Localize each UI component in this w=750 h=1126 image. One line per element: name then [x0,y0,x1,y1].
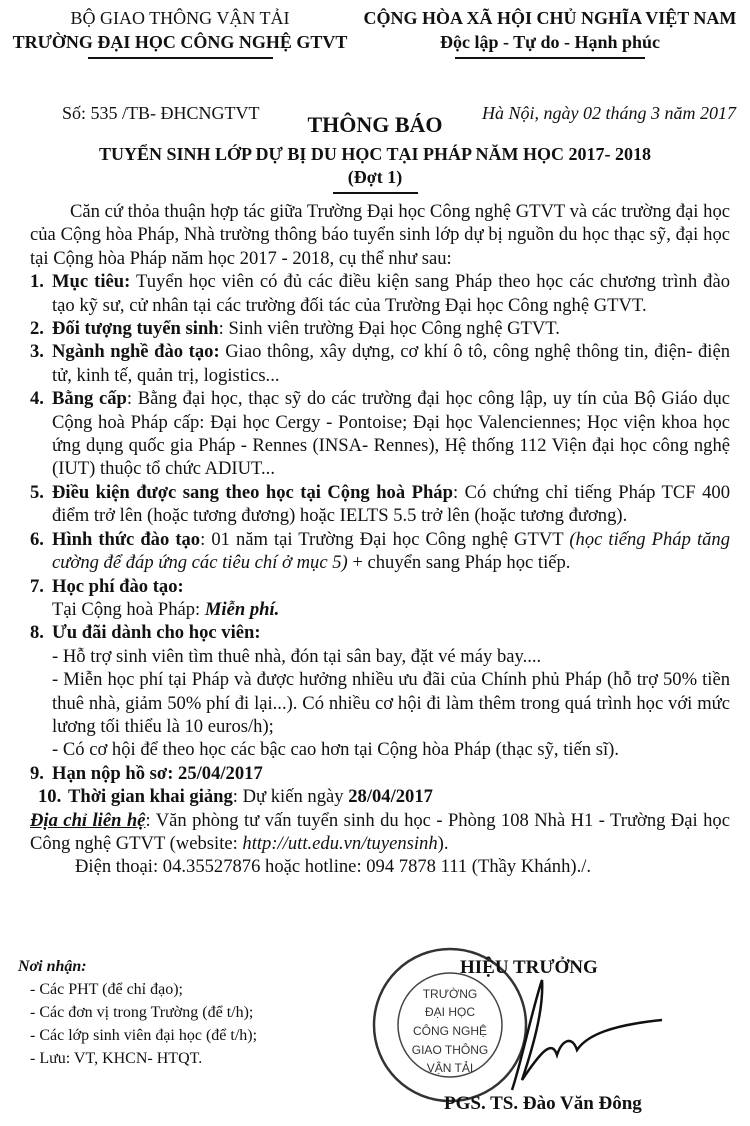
item-number: 8. [30,622,44,644]
list-item [30,387,730,481]
svg-text:TRƯỜNG: TRƯỜNG [422,987,478,1001]
ministry-name: BỘ GIAO THÔNG VẬN TẢI [70,8,290,28]
document-body [30,200,730,879]
opening-date: 28/04/2017 [348,786,433,808]
item-number: 4. [30,388,44,410]
recipient-item: - Các PHT (để chỉ đạo); [30,981,183,998]
item-label: Ngành nghề đào tạo: [52,341,220,363]
item-text: Giao thông, xây dựng, cơ khí ô tô, công nghệ thông tin, điện- điện tử, kinh tế, quản trị, logistics... [52,341,730,386]
svg-text:GIAO THÔNG: GIAO THÔNG [411,1043,489,1057]
benefit-bullet: - Miễn học phí tại Pháp và được hưởng nhiều ưu đãi của Chính phủ Pháp (hỗ trợ 50% tiền thuê nhà, giảm 50% phí đi lại...). Có nhiều cơ hội đi làm thêm trong quá trình học với mức lương tối thiểu là 10 euros/h); [52,669,730,737]
item-text: : Bằng đại học, thạc sỹ do các trường đại học công lập, uy tín của Bộ Giáo dục Cộng hoà Pháp cấp: Đại học Cergy - Pontoise; Đại học Valenciennes; Học viện khoa học ứng dụng quốc gia Pháp - Rennes (INSA- Rennes), Hệ thống 112 Viện đại học công nghệ (IUT) thuộc tổ chức ADIUT... [52,388,730,480]
divider [88,57,273,59]
contact-label: Địa chỉ liên hệ [30,809,146,831]
item-label: Điều kiện được sang theo học tại Cộng hoà Pháp [52,481,453,503]
item-text: : 01 năm tại Trường Đại học Công nghệ GTVT [200,528,570,550]
benefit-bullet: - Có cơ hội để theo học các bậc cao hơn tại Cộng hòa Pháp (thạc sỹ, tiến sĩ). [52,739,619,761]
item-label: Học phí đào tạo: [52,575,184,597]
contact-text-end: ). [437,832,449,854]
item-number: 6. [30,528,44,550]
title-batch: (Đợt 1) [347,167,403,187]
document-title [0,110,750,194]
university-name: TRƯỜNG ĐẠI HỌC CÔNG NGHỆ GTVT [12,32,348,52]
contact-text: : Văn phòng tư vấn tuyển sinh du học - Phòng 108 Nhà H1 - Trường Đại học Công nghệ GTVT (website: [30,809,730,854]
list-item [30,762,730,785]
motto: Độc lập - Tự do - Hạnh phúc [439,32,661,52]
benefit-bullet: - Hỗ trợ sinh viên tìm thuê nhà, đón tại sân bay, đặt vé máy bay.... [52,645,542,667]
item-label: Ưu đãi dành cho học viên: [52,622,261,644]
recipient-item: - Lưu: VT, KHCN- HTQT. [30,1050,203,1067]
list-item [30,575,730,598]
item-label: Mục tiêu: [52,271,131,293]
item-label: Bằng cấp [52,388,127,410]
item-label: Đối tượng tuyển sinh [52,318,219,340]
item-label: Thời gian khai giảng [68,786,233,808]
list-item [38,785,730,808]
list-item [30,270,730,317]
list-item [30,481,730,528]
recipient-item: - Các đơn vị trong Trường (để t/h); [30,1004,254,1021]
item-number: 9. [30,762,44,784]
item-text: Tuyển học viên có đủ các điều kiện sang Pháp theo học các chương trình đào tạo kỹ sư, cử nhân tại các trường đối tác của Trường Đại học Công nghệ GTVT. [52,271,731,316]
issuer-header [10,6,350,59]
country-name: CỘNG HÒA XÃ HỘI CHỦ NGHĨA VIỆT NAM [363,8,737,28]
document-date: Hà Nội, ngày 02 tháng 3 năm 2017 [482,103,736,123]
item-label: Hình thức đào tạo [52,528,201,550]
item-text: : Sinh viên trường Đại học Công nghệ GTVT. [218,318,560,340]
document-number: Số: 535 /TB- ĐHCNGTVT [62,103,260,123]
item-number: 7. [30,575,44,597]
item-note: (học tiếng Pháp tăng cường để đáp ứng các tiêu chí ở mục 5) [52,528,730,574]
website-link[interactable]: http://utt.edu.vn/tuyensinh [242,832,438,854]
contact-phone: Điện thoại: 04.35527876 hoặc hotline: 094 7878 111 (Thầy Khánh)./. [75,856,592,878]
title-main: THÔNG BÁO [307,112,443,137]
tuition-value: Miễn phí. [204,598,280,620]
recipients [18,955,257,1070]
intro-paragraph: Căn cứ thỏa thuận hợp tác giữa Trường Đại học Công nghệ GTVT và các trường đại học của Cộng hòa Pháp, Nhà trường thông báo tuyển sinh lớp dự bị nguồn du học thạc sỹ, đại học tại Cộng hòa Pháp năm học 2017 - 2018, cụ thể như sau: [30,201,730,269]
item-text: Tại Cộng hoà Pháp: [52,598,205,620]
item-text: : Có chứng chỉ tiếng Pháp TCF 400 điểm trở lên (hoặc tương đương) hoặc IELTS 5.5 trở lên (hoặc tương đương). [52,481,730,527]
item-text: : Dự kiến ngày [232,786,349,808]
svg-text:CÔNG NGHỆ: CÔNG NGHỆ [412,1024,488,1038]
svg-text:ĐẠI HỌC: ĐẠI HỌC [424,1005,476,1019]
list-item [30,340,730,387]
item-number: 10. [38,786,62,808]
list-item [30,528,730,575]
item-number: 3. [30,341,44,363]
tuition-line [30,598,730,621]
item-text: + chuyển sang Pháp học tiếp. [347,552,571,574]
list-item [30,317,730,340]
item-number: 5. [30,481,44,503]
item-number: 2. [30,318,44,340]
signer-title: HIỆU TRƯỞNG [460,957,598,978]
svg-text:VẬN TẢI: VẬN TẢI [426,1061,474,1075]
signer-name: PGS. TS. Đào Văn Đông [444,1093,642,1114]
recipients-heading: Nơi nhận: [18,958,87,975]
item-number: 1. [30,271,44,293]
national-header [350,6,750,59]
recipient-item: - Các lớp sinh viên đại học (để t/h); [30,1027,258,1044]
divider [455,57,645,59]
contact-address [30,809,730,856]
title-sub: TUYỂN SINH LỚP DỰ BỊ DU HỌC TẠI PHÁP NĂM HỌC 2017- 2018 [98,144,652,164]
divider [333,192,418,194]
list-item [30,621,730,644]
item-label: Hạn nộp hồ sơ: 25/04/2017 [52,762,263,784]
